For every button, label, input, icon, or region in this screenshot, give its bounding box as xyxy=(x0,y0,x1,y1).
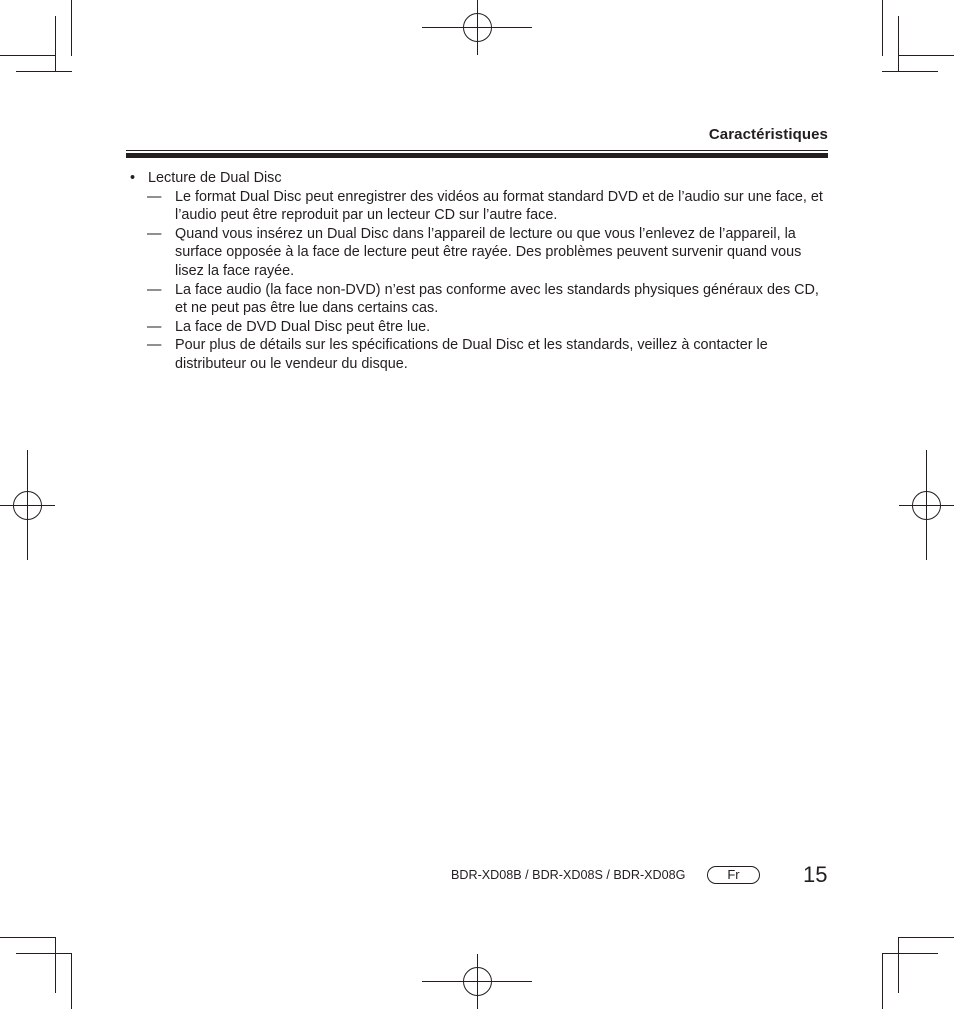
list-item-text: La face audio (la face non-DVD) n’est pas conforme avec les standards physiques généraux des CD, et ne peut pas être lue dans certains cas. xyxy=(175,281,819,317)
dash-marker: — xyxy=(147,225,162,242)
language-badge: Fr xyxy=(707,866,760,884)
dash-marker: — xyxy=(147,188,162,205)
list-item-text: La face de DVD Dual Disc peut être lue. xyxy=(175,318,431,335)
list-item xyxy=(126,225,832,281)
list-item-text: Quand vous insérez un Dual Disc dans l’appareil de lecture ou que vous l’enlevez de l’appareil, la surface opposée à la face de lecture peut être rayée. Des problèmes peuvent survenir quand vous lisez la face rayée. xyxy=(175,225,802,279)
section-title: Caractéristiques xyxy=(708,126,828,143)
list-item-text: Pour plus de détails sur les spécifications de Dual Disc et les standards, veillez à contacter le distributeur ou le vendeur du disque. xyxy=(175,337,768,372)
bullet-label: Lecture de Dual Disc xyxy=(148,170,282,186)
bullet-marker: • xyxy=(130,170,136,186)
dash-marker: — xyxy=(147,281,162,298)
header-rule-thick xyxy=(126,153,828,158)
model-numbers: BDR-XD08B / BDR-XD08S / BDR-XD08G xyxy=(451,868,686,882)
list-item xyxy=(126,336,832,373)
list-item xyxy=(126,318,832,337)
list-item xyxy=(126,281,832,318)
page-content xyxy=(126,169,832,374)
dash-marker: — xyxy=(147,318,162,335)
header-rule-thin xyxy=(126,150,828,151)
page-number: 15 xyxy=(803,862,828,887)
list-item xyxy=(126,188,832,225)
dash-marker: — xyxy=(147,337,162,354)
list-item-text: Le format Dual Disc peut enregistrer des vidéos au format standard DVD et de l’audio sur une face, et l’audio peut être reproduit par un lecteur CD sur l’autre face. xyxy=(175,188,823,224)
bullet-item xyxy=(126,169,832,188)
